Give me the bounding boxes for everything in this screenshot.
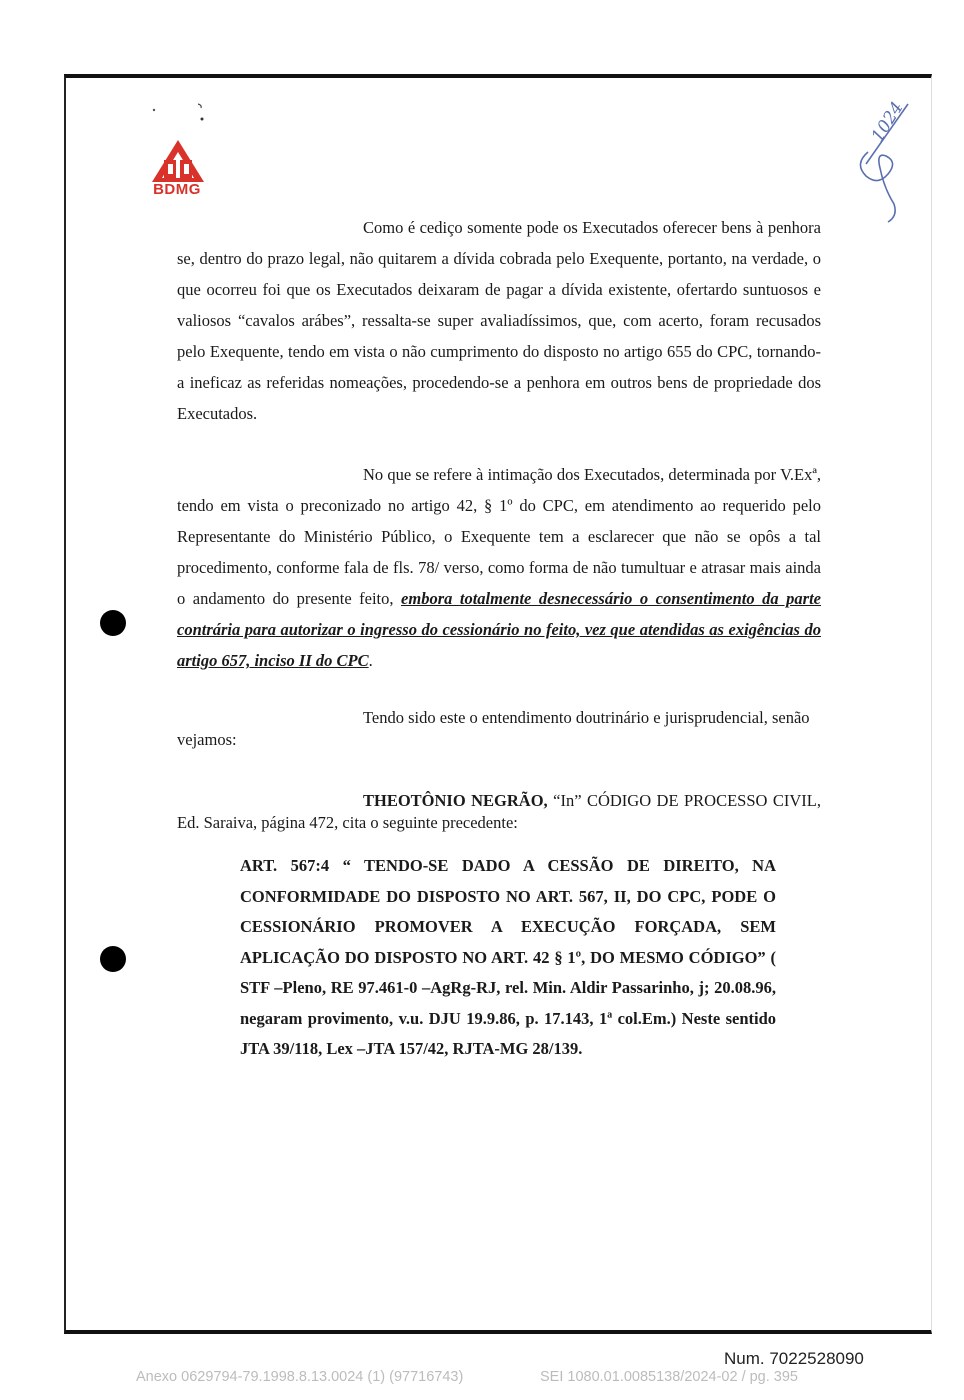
cited-author: THEOTÔNIO NEGRÃO, [363, 791, 548, 810]
logo-text: BDMG [153, 181, 201, 198]
sei-reference: SEI 1080.01.0085138/2024-02 / pg. 395 [540, 1369, 798, 1385]
handwritten-page-mark [848, 92, 928, 232]
paragraph-2 [177, 459, 821, 676]
annex-reference: Anexo 0629794-79.1998.8.13.0024 (1) (97716743) [136, 1369, 464, 1385]
scan-specks [148, 102, 218, 124]
paragraph-2-emphasis: embora totalmente desnecessário o consentimento da parte contrária para autorizar o ingresso do cessionário no feito, vez que atendidas as exigências do artigo 657, inciso II do CPC [177, 589, 821, 670]
punch-hole [100, 946, 126, 972]
page-mark-number: 1024 [867, 98, 908, 146]
footer-metadata [136, 1369, 798, 1385]
paragraph-1: Como é cediço somente pode os Executados oferecer bens à penhora se, dentro do prazo legal, não quitarem a dívida cobrada pelo Exequente, portanto, na verdade, o que ocorreu foi que os Executados deixaram de pagar a dívida existente, ofertardo suntuosos e valiosos “cavalos arábes”, ressalta-se super avaliadíssimos, que, com acerto, foram recusados pelo Exequente, tendo em vista o não cumprimento do disposto no artigo 655 do CPC, tornando-a ineficaz as referidas nomeações, procedendo-se a penhora em outros bens de propriedade dos Executados. [177, 218, 821, 423]
paragraph-3: Tendo sido este o entendimento doutrinário e jurisprudencial, senão vejamos: [177, 708, 810, 749]
paragraph-4 [177, 790, 821, 834]
jurisprudence-quote: ART. 567:4 “ TENDO-SE DADO A CESSÃO DE DIREITO, NA CONFORMIDADE DO DISPOSTO NO ART. 567, II, DO CPC, PODE O CESSIONÁRIO PROMOVER A EXECUÇÃO FORÇADA, SEM APLICAÇÃO DO DISPOSTO NO ART. 42 § 1º, DO MESMO CÓDIGO” ( STF –Pleno, RE 97.461-0 –AgRg-RJ, rel. Min. Aldir Passarinho, j; 20.08.96, negaram provimento, v.u. DJU 19.9.86, p. 17.143, 1ª col.Em.) Neste sentido JTA 39/118, Lex –JTA 157/42, RJTA-MG 28/139. [240, 856, 776, 1058]
punch-hole [100, 610, 126, 636]
citation-source: “In” CÓDIGO DE PROCESSO CIVIL, Ed. Saraiva, página 472, cita o seguinte precedente: [177, 791, 821, 832]
paragraph-2-text: No que se refere à intimação dos Executados, determinada por V.Exª, tendo em vista o preconizado no artigo 42, § 1º do CPC, em atendimento ao requerido pelo Representante do Ministério Público, o Exequente tem a esclarecer que não se opôs a tal procedimento, conforme fala de fls. 78/ verso, como forma de não tumultuar e atrasar mais ainda o andamento do presente feito, [177, 465, 821, 608]
document-number: Num. 7022528090 [724, 1349, 864, 1368]
paragraph-2-end: . [368, 651, 373, 670]
